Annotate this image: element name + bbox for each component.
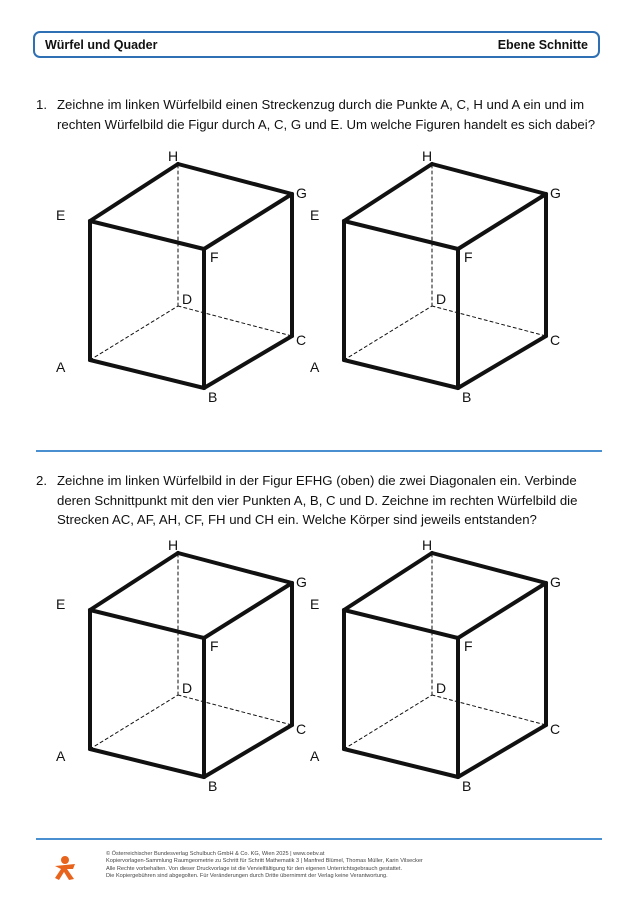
cube-edge-AD (90, 695, 178, 749)
cube-edge-DC (178, 306, 292, 336)
vertex-label-a: A (310, 359, 320, 375)
footer-copyright (106, 851, 586, 881)
cube-edge-HE (344, 553, 432, 610)
vertex-label-c: C (296, 721, 307, 737)
task-2-text: Zeichne im linken Würfelbild in der Figur EFHG (oben) die zwei Diagonalen ein. Verbinde deren Schnittpunkt mit den vier Punkten A, B, C und D. Zeichne im rechten Würfelbild die Strecken AC, AF, AH, CF, FH und CH ein. Welche Körper sind jeweils entstanden? (57, 473, 578, 527)
header-bar (33, 31, 600, 58)
cube-edge-DC (178, 695, 292, 725)
cube-edge-AD (90, 306, 178, 360)
cube-edge-FG (458, 194, 546, 249)
cube-edge-DC (432, 306, 546, 336)
cube-edge-BC (204, 725, 292, 777)
cube-edge-BC (458, 336, 546, 388)
cube-edge-GH (432, 164, 546, 194)
task-1-text: Zeichne im linken Würfelbild einen Streckenzug durch die Punkte A, C, H und A ein und im rechten Würfelbild die Figur durch A, C, G und E. Um welche Figuren handelt es sich dabei? (57, 97, 596, 132)
vertex-label-h: H (422, 148, 433, 164)
cube-edge-EF (90, 221, 204, 249)
cube-edge-HE (90, 164, 178, 221)
vertex-label-c: C (296, 332, 307, 348)
cube-edge-GH (178, 164, 292, 194)
cube-edge-AB (90, 360, 204, 388)
cube-edge-AB (344, 749, 458, 777)
cube-edge-AB (90, 749, 204, 777)
vertex-label-a: A (56, 748, 66, 764)
vertex-label-e: E (56, 596, 66, 612)
vertex-label-e: E (310, 207, 320, 223)
vertex-label-f: F (210, 638, 219, 654)
vertex-label-g: G (296, 185, 307, 201)
vertex-label-a: A (56, 359, 66, 375)
vertex-label-b: B (208, 778, 218, 794)
cube-edge-HE (90, 553, 178, 610)
cube-edge-GH (432, 553, 546, 583)
vertex-label-e: E (56, 207, 66, 223)
vertex-label-d: D (436, 291, 447, 307)
vertex-label-f: F (464, 638, 473, 654)
vertex-label-f: F (464, 249, 473, 265)
vertex-label-h: H (422, 537, 433, 553)
vertex-label-b: B (462, 389, 472, 405)
vertex-label-h: H (168, 148, 179, 164)
vertex-label-b: B (462, 778, 472, 794)
vertex-label-b: B (208, 389, 218, 405)
vertex-label-d: D (436, 680, 447, 696)
task-2-number: 2. (36, 473, 47, 488)
cube-figure-2-right (310, 537, 564, 797)
footer-line-3: Alle Rechte vorbehalten. Von dieser Druckvorlage ist die Vervielfältigung für den eigenen Unterrichtsgebrauch gestattet. (106, 865, 403, 872)
cube-edge-AD (344, 306, 432, 360)
cube-edge-FG (458, 583, 546, 638)
cube-edge-BC (204, 336, 292, 388)
cube-edge-DC (432, 695, 546, 725)
task-1-number: 1. (36, 97, 47, 112)
cube-edge-AD (344, 695, 432, 749)
vertex-label-d: D (182, 291, 193, 307)
vertex-label-a: A (310, 748, 320, 764)
publisher-logo-icon (52, 855, 78, 881)
vertex-label-c: C (550, 721, 561, 737)
section-divider (36, 450, 602, 452)
vertex-label-g: G (296, 574, 307, 590)
cube-edge-EF (344, 610, 458, 638)
vertex-label-g: G (550, 185, 561, 201)
footer-line-2: Kopiervorlagen-Sammlung Raumgeometrie zu Schritt für Schritt Mathematik 3 | Manfred Blümel, Thomas Müller, Karin Vilsecker (106, 858, 423, 865)
vertex-label-h: H (168, 537, 179, 553)
cube-edge-EF (90, 610, 204, 638)
cube-edge-FG (204, 583, 292, 638)
footer-line-1: © Österreichischer Bundesverlag Schulbuch GmbH & Co. KG, Wien 2025 | www.oebv.at (106, 851, 325, 857)
vertex-label-d: D (182, 680, 193, 696)
footer-divider (36, 838, 602, 840)
vertex-label-g: G (550, 574, 561, 590)
cube-edge-EF (344, 221, 458, 249)
cube-figure-1-left (56, 148, 310, 408)
cube-edge-FG (204, 194, 292, 249)
footer-line-4: Die Kopiergebühren sind abgegolten. Für Veränderungen durch Dritte übernimmt der Verlag keine Verantwortung. (106, 873, 388, 880)
task-2 (36, 471, 606, 530)
cube-edge-HE (344, 164, 432, 221)
cube-edge-AB (344, 360, 458, 388)
cube-figure-1-right (310, 148, 564, 408)
header-topic: Ebene Schnitte (497, 37, 588, 52)
vertex-label-c: C (550, 332, 561, 348)
vertex-label-f: F (210, 249, 219, 265)
cube-figure-2-left (56, 537, 310, 797)
header-title: Würfel und Quader (45, 37, 158, 52)
task-1 (36, 95, 606, 134)
cube-edge-BC (458, 725, 546, 777)
vertex-label-e: E (310, 596, 320, 612)
cube-edge-GH (178, 553, 292, 583)
